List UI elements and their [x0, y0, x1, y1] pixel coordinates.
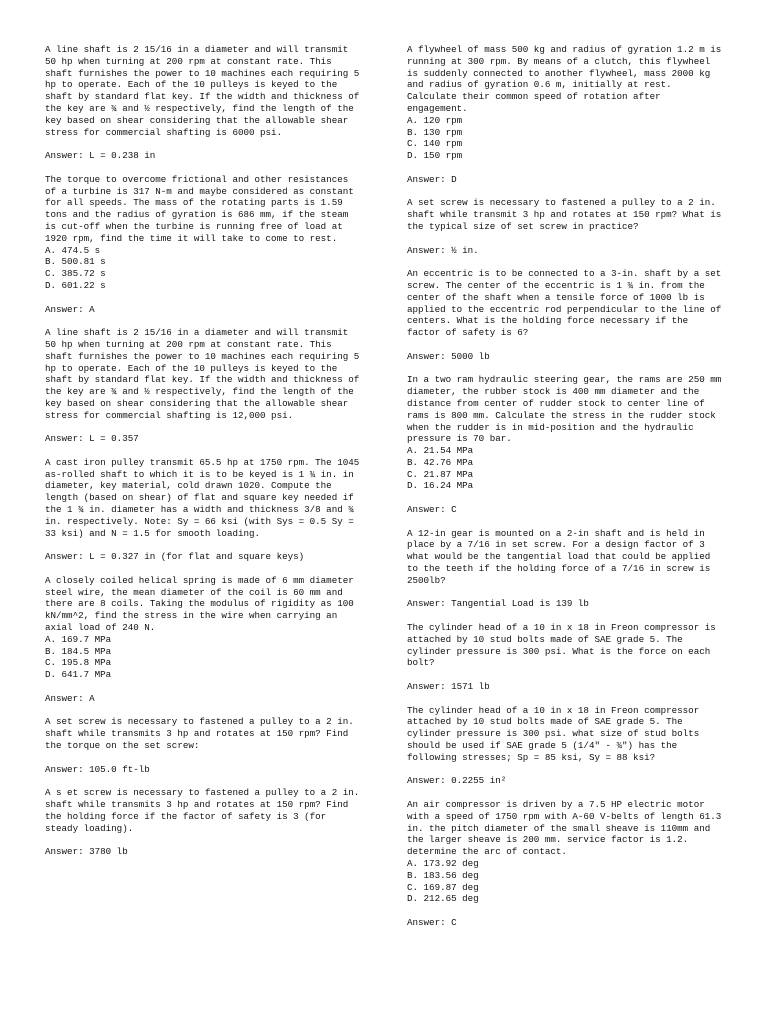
question-text: A flywheel of mass 500 kg and radius of gyration 1.2 m is running at 300 rpm. By means of a clutch, this flywheel is suddenly connected to another flywheel, mass 2000 kg and radius of gyration 0.6 m, initially at rest. Calculate their common speed of rotation after engagement.	[407, 44, 727, 114]
question-block	[407, 374, 725, 492]
question-text: An eccentric is to be connected to a 3-in. shaft by a set screw. The center of the eccentric is 1 ¾ in. from the center of the shaft when a tensile force of 1000 lb is applied to the eccentric rod perpendicular to the line of centers. What is the holding force necessary if the factor of safety is 6?	[407, 268, 727, 339]
option-a: A. 474.5 s	[45, 244, 101, 256]
option-d: D. 641.7 MPa	[45, 669, 112, 681]
question-text: A line shaft is 2 15/16 in a diameter and will transmit 50 hp when turning at 200 rpm at constant rate. This shaft furnishes the power to 10 machines each requiring 5 hp to operate. Each of the 10 pulleys is keyed to the shaft by standard flat key. If the width and thickness of the key are ¾ and ½ respectively, find the length of the key based on shear considering that the allowable shear stress for commercial shafting is 6000 psi.	[45, 44, 365, 138]
answer-text: Answer: 5000 lb	[407, 350, 490, 362]
question-block	[407, 799, 725, 905]
question-text: A closely coiled helical spring is made of 6 mm diameter steel wire, the mean diameter of the coil is 60 mm and there are 8 coils. Taking the modulus of rigidity as 100 kN/mm^2, find the stress in the wire when carrying an axial load of 240 N.	[45, 574, 360, 634]
answer-text: Answer: A	[45, 692, 95, 704]
answer-text: Answer: L = 0.357	[45, 433, 139, 445]
question-block	[45, 575, 363, 681]
question-block	[407, 528, 725, 587]
option-d: D. 150 rpm	[407, 150, 463, 162]
question-text: A set screw is necessary to fastened a pulley to a 2 in. shaft while transmit 3 hp and rotates at 150 rpm? What is the typical size of set screw in practice?	[407, 197, 727, 232]
option-b: B. 130 rpm	[407, 126, 463, 138]
option-b: B. 42.76 MPa	[407, 456, 474, 468]
answer-text: Answer: L = 0.327 in (for flat and square keys)	[45, 551, 305, 563]
question-text: A set screw is necessary to fastened a pulley to a 2 in. shaft while transmits 3 hp and rotates at 150 rpm? Find the torque on the set screw:	[45, 716, 360, 752]
question-block	[45, 174, 363, 292]
question-block	[45, 44, 363, 138]
option-a: A. 120 rpm	[407, 114, 463, 126]
option-b: B. 500.81 s	[45, 256, 106, 268]
question-text: The cylinder head of a 10 in x 18 in Freon compressor is attached by 10 stud bolts made of SAE grade 5. The cylinder pressure is 300 psi. What is the force on each bolt?	[407, 622, 722, 669]
question-text: In a two ram hydraulic steering gear, the rams are 250 mm diameter, the rubber stock is 400 mm diameter and the distance from center of rudder stock to center line of rams is 800 mm. Calculate the stress in the rudder stock when the rudder is in mid-position and the hydraulic pressure is 70 bar.	[407, 374, 727, 445]
options-list	[45, 245, 363, 292]
options-list	[407, 445, 725, 492]
option-c: C. 169.87 deg	[407, 881, 479, 893]
answer-text: Answer: 3780 lb	[45, 846, 128, 858]
option-a: A. 21.54 MPa	[407, 445, 474, 457]
options-list	[407, 115, 725, 162]
option-b: B. 184.5 MPa	[45, 645, 112, 657]
option-d: D. 212.65 deg	[407, 893, 479, 905]
option-d: D. 16.24 MPa	[407, 480, 474, 492]
option-c: C. 21.87 MPa	[407, 468, 474, 480]
answer-text: Answer: C	[407, 504, 457, 516]
options-list	[407, 858, 725, 905]
question-block	[45, 457, 363, 540]
question-text: An air compressor is driven by a 7.5 HP electric motor with a speed of 1750 rpm with A-60 V-belts of length 61.3 in. the pitch diameter of the small sheave is 110mm and the larger sheave is 200 mm. service factor is 1.2. determine the arc of contact.	[407, 799, 727, 858]
answer-text: Answer: L = 0.238 in	[45, 150, 156, 162]
question-block	[407, 44, 725, 162]
answer-text: Answer: A	[45, 303, 95, 315]
answer-text: Answer: Tangential Load is 139 lb	[407, 598, 589, 610]
answer-text: Answer: 1571 lb	[407, 681, 490, 693]
option-d: D. 601.22 s	[45, 279, 106, 291]
option-c: C. 140 rpm	[407, 138, 463, 150]
question-block	[407, 622, 725, 669]
question-text: A 12-in gear is mounted on a 2-in shaft and is held in place by a 7/16 in set screw. For a design factor of 3 what would be the tangential load that could be applied to the teeth if the holding force of a 7/16 in screw is 2500lb?	[407, 527, 716, 586]
option-c: C. 195.8 MPa	[45, 657, 112, 669]
left-column	[45, 44, 363, 870]
question-text: The torque to overcome frictional and other resistances of a turbine is 317 N-m and maybe considered as constant for all speeds. The mass of the rotating parts is 1.59 tons and the radius of gyration is 686 mm, if the steam is cut-off when the turbine is running free of load at 1920 rpm, find the time it will take to come to rest.	[45, 173, 360, 244]
question-block	[45, 327, 363, 421]
option-c: C. 385.72 s	[45, 268, 106, 280]
answer-text: Answer: ½ in.	[407, 244, 479, 256]
question-block	[407, 705, 725, 764]
option-b: B. 183.56 deg	[407, 869, 479, 881]
option-a: A. 169.7 MPa	[45, 633, 112, 645]
question-text: A line shaft is 2 15/16 in a diameter and will transmit 50 hp when turning at 200 rpm at constant rate. This shaft furnishes the power to 10 machines each requiring 5 hp to operate. Each of the 10 pulleys is keyed to the shaft by standard flat key. If the width and thickness of the key are ¾ and ½ respectively, find the length of the key based on shear considering that the allowable shear stress for commercial shafting is 12,000 psi.	[45, 327, 365, 421]
answer-text: Answer: 105.0 ft-lb	[45, 763, 150, 775]
options-list	[45, 634, 363, 681]
right-column	[407, 44, 725, 941]
answer-text: Answer: 0.2255 in²	[407, 775, 507, 787]
question-block	[407, 197, 725, 232]
option-a: A. 173.92 deg	[407, 857, 479, 869]
question-text: A s et screw is necessary to fastened a pulley to a 2 in. shaft while transmits 3 hp and rotates at 150 rpm? Find the holding force if the factor of safety is 3 (for steady loading).	[45, 787, 365, 834]
question-block	[45, 787, 363, 834]
question-text: The cylinder head of a 10 in x 18 in Freon compressor attached by 10 stud bolts made of SAE grade 5. The cylinder pressure is 300 psi. what size of stud bolts should be used if SAE grade 5 (1/4" - ¾") has the following stresses; Sp = 85 ksi, Sy = 88 ksi?	[407, 704, 705, 763]
question-block	[45, 716, 363, 751]
question-text: A cast iron pulley transmit 65.5 hp at 1750 rpm. The 1045 as-rolled shaft to which it is to be keyed is 1 ¾ in. in diameter, key material, cold drawn 1020. Compute the length (based on shear) of flat and square key needed if the 1 ¾ in. diameter has a width and thickness 3/8 and ¾ in. respectively. Note: Sy = 66 ksi (with Sys = 0.5 Sy = 33 ksi) and N = 1.5 for smooth loading.	[45, 456, 365, 539]
answer-text: Answer: D	[407, 173, 457, 185]
question-block	[407, 268, 725, 339]
answer-text: Answer: C	[407, 916, 457, 928]
